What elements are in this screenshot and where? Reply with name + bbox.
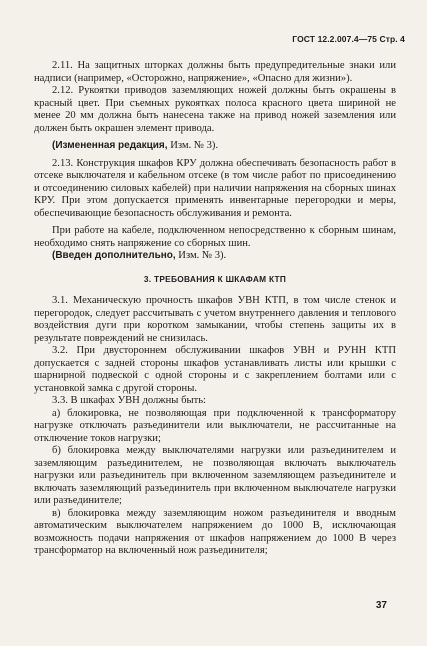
amendment-note-1-text: Изм. № 3). [167, 140, 219, 151]
page-header: ГОСТ 12.2.007.4—75 Стр. 4 [292, 34, 405, 44]
paragraph-2-12: 2.12. Рукоятки приводов заземляющих ножей должны быть окрашены в красный цвет. При съемных рукоятках полоса красного цвета шириной не менее 20 мм должна быть нанесена также на привод ножей заземления или должен быть окрашен элемент привода. [34, 85, 396, 134]
amendment-note-2-bold: (Введен дополнительно, [52, 250, 176, 261]
paragraph-3-3-b: б) блокировка между выключателями нагрузки или разъединителем и заземляющим разъединителем, не позволяющая включать выключатель нагрузки или разъединитель при включенном заземляющем разъединителе и включать заземляющий разъединитель при включенном выключателе нагрузки или разъединителе; [34, 445, 396, 506]
section-title: 3. ТРЕБОВАНИЯ К ШКАФАМ КТП [143, 273, 287, 284]
amendment-note-1 [34, 140, 396, 153]
paragraph-cable: При работе на кабеле, подключенном непосредственно к сборным шинам, необходимо снять напряжение со сборных шин. [34, 225, 396, 249]
page-content [34, 60, 396, 558]
paragraph-3-3-v: в) блокировка между заземляющим ножом разъединителя и вводным автоматическим выключателем напряжением до 1000 В, исключающая возможность подачи напряжения от шкафов напряжением до 1000 В через трансформатор на включенный нож разъединителя; [34, 507, 396, 556]
amendment-note-2-text: Изм. № 3). [175, 250, 227, 261]
amendment-note-1-bold: (Измененная редакция, [52, 140, 168, 151]
paragraph-3-2: 3.2. При двустороннем обслуживании шкафов УВН и РУНН КТП допускается с задней стороны шкафов устанавливать листы или крышки с шарнирной подвеской с одной стороны и с закреплением болтами или с установкой замка с другой стороны. [34, 345, 396, 394]
paragraph-3-3: 3.3. В шкафах УВН должны быть: [52, 395, 206, 406]
paragraph-3-3-a: а) блокировка, не позволяющая при подключенной к трансформатору нагрузке отключать разъединители или выключатели, не рассчитанные на отключение токов нагрузки; [34, 407, 396, 444]
paragraph-2-13: 2.13. Конструкция шкафов КРУ должна обеспечивать безопасность работ в отсеке выключателя и кабельном отсеке (в том числе работ по присоединению и отсоединению силовых кабелей) при наличии напряжения на сборных шинах КРУ. При этом допускается применять инвентарные перегородки и меры, обеспечивающие безопасность обслуживания и ремонта. [34, 157, 396, 219]
page-number: 37 [375, 600, 387, 611]
paragraph-2-11: 2.11. На защитных шторках должны быть предупредительные знаки или надписи (например, «Осторожно, напряжение», «Опасно для жизни»). [34, 60, 396, 84]
paragraph-3-1: 3.1. Механическую прочность шкафов УВН КТП, в том числе стенок и перегородок, следует рассчитывать с учетом внутреннего давления и теплового воздействия дуги при коротком замыкании, чтобы степень защиты их в результате повреждений не снизилась. [34, 295, 396, 344]
amendment-note-2 [34, 250, 396, 263]
